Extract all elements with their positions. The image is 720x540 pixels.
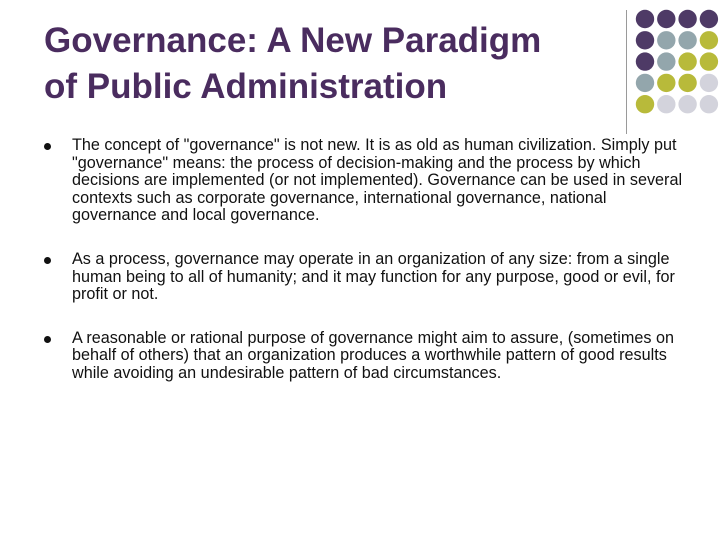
bullet-dot-icon	[44, 336, 51, 343]
bullet-item-3	[44, 330, 684, 383]
vertical-divider	[626, 10, 627, 134]
decorative-dot	[657, 10, 675, 28]
bullet-dot-icon	[44, 257, 51, 264]
decorative-dot	[678, 95, 696, 113]
decorative-dot	[636, 95, 654, 113]
slide-title-line-1: Governance: A New Paradigm	[44, 21, 542, 60]
decorative-dot	[678, 52, 696, 70]
decorative-dot	[657, 95, 675, 113]
bullet-item-2	[44, 251, 684, 304]
decorative-dot	[636, 10, 654, 28]
bullet-item-1	[44, 137, 684, 225]
decorative-dot	[678, 74, 696, 92]
decorative-dot	[700, 74, 718, 92]
bullet-list	[44, 137, 684, 383]
decorative-dot-grid	[635, 9, 719, 135]
decorative-dot	[657, 31, 675, 49]
bullet-text-1: The concept of "governance" is not new. It is as old as human civilization. Simply put "governance" means: the process of decision-making and the process by which decisions are implemented (or not implemented). Governance can be used in several contexts such as corporate governance, international governance, national governance and local governance.	[72, 136, 683, 225]
bullet-text-2: As a process, governance may operate in an organization of any size: from a single human being to all of humanity; and it may function for any purpose, good or evil, for profit or not.	[72, 249, 675, 304]
decorative-dot	[678, 31, 696, 49]
decorative-dot	[700, 95, 718, 113]
decorative-dot	[636, 52, 654, 70]
decorative-dot	[700, 52, 718, 70]
bullet-text-3: A reasonable or rational purpose of governance might aim to assure, (sometimes on behalf of others) that an organization produces a worthwhile pattern of good results while avoiding an undesirable pattern of bad circumstances.	[72, 328, 674, 382]
decorative-dot	[636, 74, 654, 92]
decorative-dot	[700, 10, 718, 28]
decorative-dot	[657, 52, 675, 70]
slide-title-line-2: of Public Administration	[44, 67, 448, 106]
decorative-dot	[678, 10, 696, 28]
decorative-dot	[700, 31, 718, 49]
slide-title	[44, 18, 614, 110]
decorative-dot	[657, 74, 675, 92]
bullet-dot-icon	[44, 143, 51, 150]
decorative-dot	[636, 31, 654, 49]
